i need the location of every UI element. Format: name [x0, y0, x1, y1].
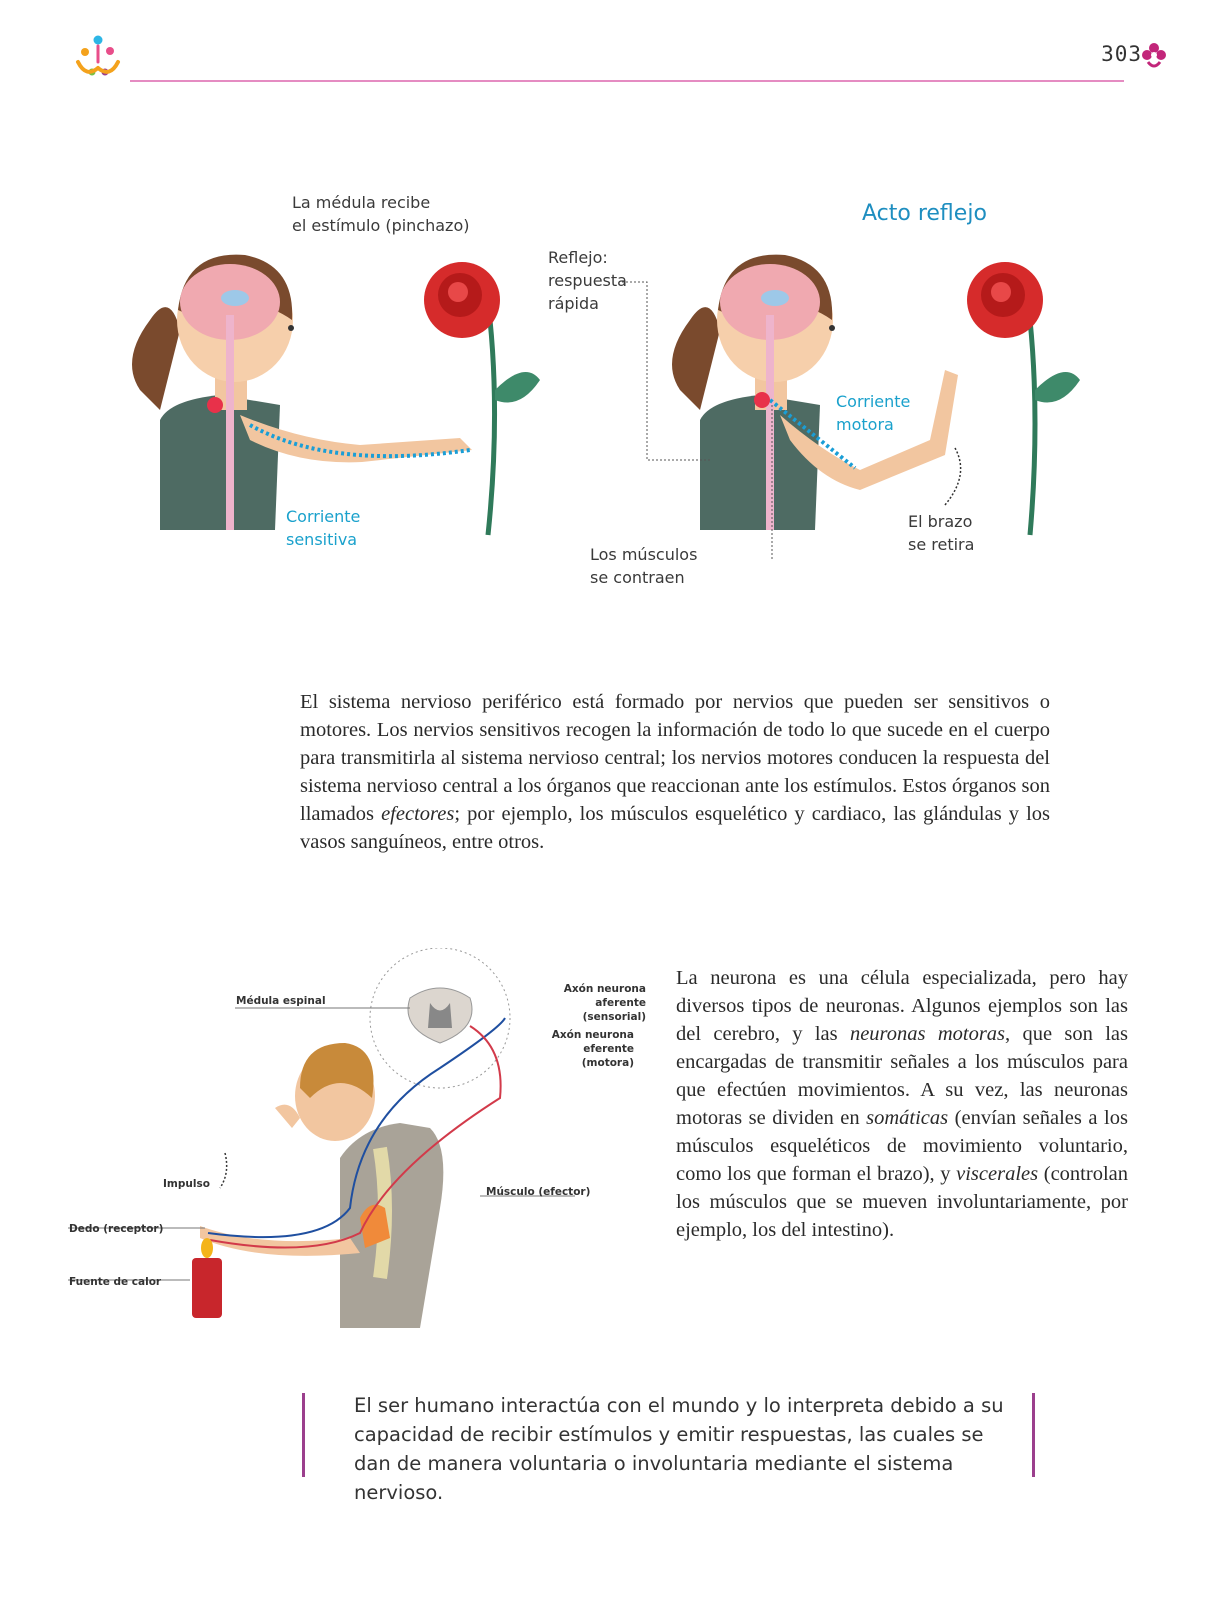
label-line: La médula recibe [292, 193, 431, 212]
girl-sensory-figure [132, 255, 472, 530]
label-musculo-efector: Músculo (efector) [486, 1186, 591, 1198]
label-line: motora [836, 415, 894, 434]
text-run: ; por ejemplo, los músculos esquelético y cardiaco, las glándulas y los vasos sanguíneos, entre otros. [300, 803, 1050, 853]
label-line: se retira [908, 535, 975, 554]
label-line: Los músculos [590, 545, 698, 564]
label-axon-aferente [544, 982, 646, 1024]
italic-term: efectores [381, 803, 455, 825]
label-line: eferente (motora) [581, 1043, 634, 1069]
label-line: Corriente [286, 507, 361, 526]
label-line: aferente (sensorial) [582, 997, 646, 1023]
header-rule [130, 80, 1124, 82]
callout-right-bar [1032, 1393, 1035, 1477]
callout-left-bar [302, 1393, 305, 1477]
label-impulso: Impulso [163, 1178, 210, 1190]
label-line: Reflejo: [548, 248, 608, 267]
label-musculos-contraen [590, 543, 697, 589]
label-line: respuesta [548, 271, 627, 290]
label-line: Axón neurona [551, 1029, 634, 1041]
label-axon-eferente [534, 1028, 634, 1070]
label-dedo-receptor: Dedo (receptor) [69, 1223, 164, 1235]
figure-title-acto-reflejo: Acto reflejo [862, 201, 987, 226]
italic-term: somáticas [866, 1107, 949, 1129]
text-run: La neurona es una célula especializada, pero hay diversos tipos de neuronas. Algunos ejemplos son las del cerebro, y las [676, 967, 1128, 1045]
text-run: El sistema nervioso periférico está formado por nervios que pueden ser sensitivos o motores. Los nervios sensitivos recogen la información de todo lo que sucede en el cuerpo para transmitirla al sistema nervioso central; los nervios motores conducen la respuesta del sistema nervioso central a los órganos que reaccionan ante los estímulos. Estos órganos son llamados [300, 691, 1050, 825]
italic-term: viscerales [956, 1163, 1039, 1185]
flower-ornament-icon [1140, 40, 1168, 70]
label-corriente-motora [836, 390, 910, 436]
label-line: se contraen [590, 568, 685, 587]
page-number: 303 [1101, 42, 1142, 66]
text-run: (controlan los músculos que se mueven involuntariamente, por ejemplo, los del intestino). [676, 1163, 1128, 1241]
label-reflejo [548, 246, 627, 315]
callout-summary: El ser humano interactúa con el mundo y lo interpreta debido a su capacidad de recibir estímulos y emitir respuestas, las cuales se dan de manera voluntaria o involuntaria mediante el sistema nervioso. [354, 1394, 1004, 1504]
label-line: rápida [548, 294, 599, 313]
label-line: Corriente [836, 392, 911, 411]
label-line: sensitiva [286, 530, 358, 549]
label-brazo-retira [908, 510, 974, 556]
label-fuente-calor: Fuente de calor [69, 1276, 162, 1288]
rose-right [967, 262, 1080, 535]
girl-motor-figure [672, 255, 958, 530]
paragraph-neurons [676, 964, 1128, 1244]
paragraph-nervous-system [300, 688, 1050, 856]
text-run: , que son las encargadas de transmitir señales a los músculos para que efectúen movimientos. A su vez, las neuronas motoras se dividen en [676, 1023, 1128, 1129]
label-corriente-sensitiva [286, 505, 360, 551]
italic-term: neuronas motoras [849, 1023, 1006, 1045]
publisher-logo [72, 32, 124, 82]
label-line: el estímulo (pinchazo) [292, 216, 470, 235]
rose-left [424, 262, 540, 535]
label-line: Axón neurona [563, 983, 646, 995]
label-line: El brazo [908, 512, 973, 531]
text-run: (envían señales a los músculos esqueléticos de movimiento voluntario, como los que forman el brazo), y [676, 1107, 1128, 1185]
label-medula-espinal: Médula espinal [236, 995, 326, 1007]
label-medula-recibe [292, 191, 469, 237]
